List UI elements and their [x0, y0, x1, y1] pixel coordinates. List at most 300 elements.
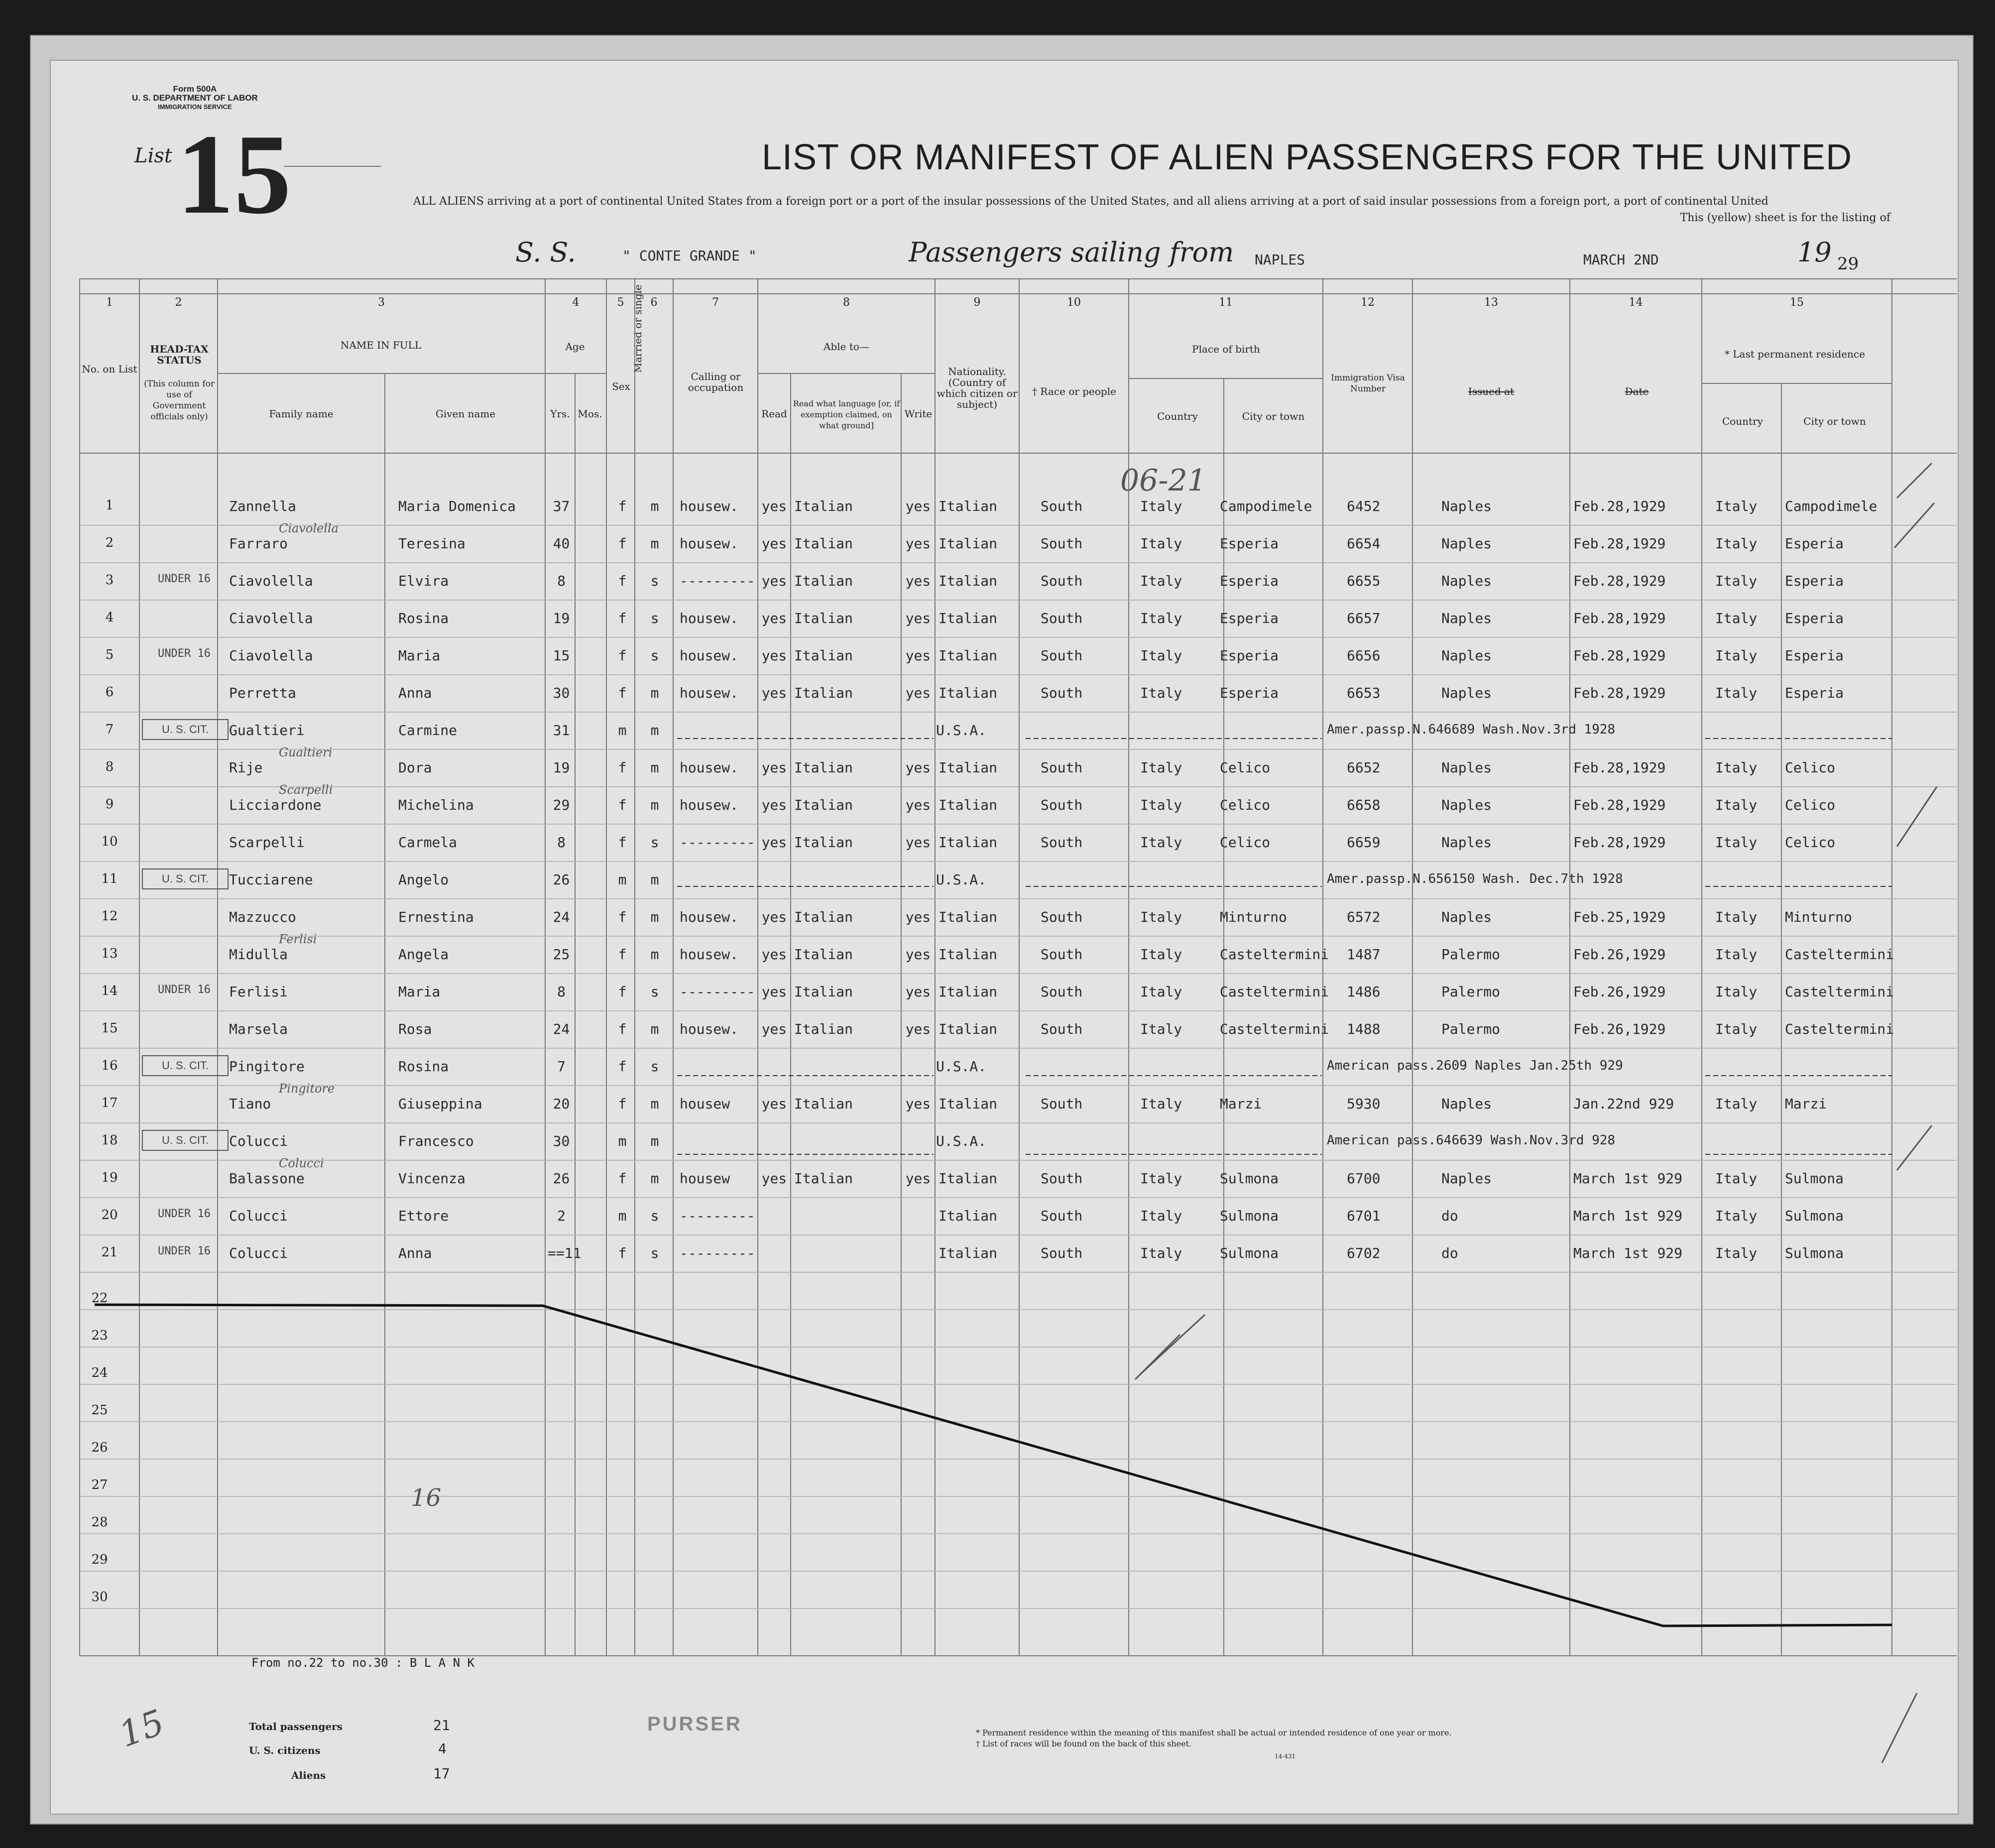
row-10-read: yes: [761, 834, 787, 851]
row-2-rcountry: Italy: [1715, 535, 1758, 552]
row-14-visa: 1486: [1347, 984, 1381, 1000]
row-14-nat: Italian: [939, 984, 998, 1000]
row-12-read: yes: [761, 909, 787, 925]
col-sex: Sex: [612, 380, 630, 392]
row-7-sex: m: [618, 722, 627, 739]
row-14-n: 14: [101, 984, 118, 998]
row-19-family: Balassone: [229, 1170, 305, 1187]
departure-date: MARCH 2ND: [1583, 251, 1659, 268]
col-race: † Race or people: [1032, 385, 1116, 397]
row-1-n: 1: [105, 498, 114, 513]
row-10-date: Feb.28,1929: [1573, 834, 1666, 851]
row-12-sex: f: [618, 909, 627, 925]
row-2-race: South: [1041, 535, 1083, 552]
row-10-n: 10: [101, 834, 118, 849]
row-14-bcity: Casteltermini: [1220, 984, 1329, 1000]
row-21-yrs: ==11: [548, 1245, 582, 1261]
row-2-nat: Italian: [939, 535, 998, 552]
row-18-visa: American pass.646639 Wash.Nov.3rd 928: [1327, 1133, 1616, 1148]
row-12-issued: Naples: [1441, 909, 1492, 925]
row-15-race: South: [1041, 1021, 1083, 1037]
row-13-write: yes: [905, 946, 931, 963]
row-1-issued: Naples: [1441, 498, 1492, 514]
row-14-date: Feb.26,1929: [1573, 984, 1666, 1000]
row-15-sex: f: [618, 1021, 627, 1037]
row-4-bcountry: Italy: [1140, 610, 1182, 626]
row-8-occ: housew.: [680, 759, 739, 776]
subtitle: ALL ALIENS arriving at a port of continental United States from a foreign port or a port of the insular possessions of the United States, and all aliens arriving at a port of said insular possessions from a foreign port, a port of continental United: [413, 195, 1768, 208]
row-3-write: yes: [905, 573, 931, 589]
row-9-lang: Italian: [794, 797, 853, 813]
row-9-rcountry: Italy: [1715, 797, 1758, 813]
row-3-tax: UNDER 16: [158, 573, 211, 585]
row-9-occ: housew.: [680, 797, 739, 813]
row-10-race: South: [1041, 834, 1083, 851]
row-21-occ: ---------: [680, 1245, 755, 1261]
row-10-visa: 6659: [1347, 834, 1381, 851]
row-1-bcountry: Italy: [1140, 498, 1182, 514]
row-3-n: 3: [105, 573, 114, 588]
row-21-race: South: [1041, 1245, 1083, 1261]
row-4-rcountry: Italy: [1715, 610, 1758, 626]
row-10-issued: Naples: [1441, 834, 1492, 851]
row-15-lang: Italian: [794, 1021, 853, 1037]
row-13-read: yes: [761, 946, 787, 963]
row-3-nat: Italian: [939, 573, 998, 589]
row-19-bcountry: Italy: [1140, 1170, 1182, 1187]
row-17-race: South: [1041, 1096, 1083, 1112]
row-21-bcity: Sulmona: [1220, 1245, 1279, 1261]
department: U. S. DEPARTMENT OF LABOR: [132, 93, 258, 103]
colnum-3: 3: [378, 296, 385, 309]
row-18-yrs: 30: [553, 1133, 570, 1149]
row-3-rcountry: Italy: [1715, 573, 1758, 589]
row-5-lang: Italian: [794, 647, 853, 664]
row-1-lang: Italian: [794, 498, 853, 514]
row-13-nat: Italian: [939, 946, 998, 963]
sailing-label: Passengers sailing from: [909, 237, 1234, 268]
row-2-visa: 6654: [1347, 535, 1381, 552]
row-1-yrs: 37: [553, 498, 570, 514]
row-19-write: yes: [905, 1170, 931, 1187]
col-married: Married or single: [632, 284, 644, 373]
row-21-issued: do: [1441, 1245, 1458, 1261]
row-20-family: Colucci: [229, 1208, 288, 1224]
row-15-yrs: 24: [553, 1021, 570, 1037]
row-11-visa: Amer.passp.N.656150 Wash. Dec.7th 1928: [1327, 871, 1623, 886]
row-13-family: Midulla: [229, 946, 288, 963]
row-1-write: yes: [905, 498, 931, 514]
row-21-sex: f: [618, 1245, 627, 1261]
row-6-bcountry: Italy: [1140, 685, 1182, 701]
col-yrs: Yrs.: [550, 408, 570, 420]
row-7-n: 7: [105, 722, 114, 737]
col-nationality: Nationality. (Country of which citizen or subject): [937, 366, 1018, 410]
row-5-given: Maria: [398, 647, 441, 664]
row-5-nat: Italian: [939, 647, 998, 664]
row-17-nat: Italian: [939, 1096, 998, 1112]
row-14-lang: Italian: [794, 984, 853, 1000]
row-14-read: yes: [761, 984, 787, 1000]
birth-code-note: 06-21: [1120, 463, 1206, 498]
row-5-family: Ciavolella: [229, 647, 313, 664]
row-20-yrs: 2: [557, 1208, 566, 1224]
row-9-n: 9: [105, 797, 114, 812]
row-4-family: Ciavolella: [229, 610, 313, 626]
row-3-lang: Italian: [794, 573, 853, 589]
row-10-bcountry: Italy: [1140, 834, 1182, 851]
row-9-issued: Naples: [1441, 797, 1492, 813]
row-12-yrs: 24: [553, 909, 570, 925]
row-3-read: yes: [761, 573, 787, 589]
colnum-6: 6: [650, 296, 658, 309]
row-5-visa: 6656: [1347, 647, 1381, 664]
row-12-family: Mazzucco: [229, 909, 296, 925]
aliens-label: Aliens: [291, 1769, 326, 1781]
colnum-1: 1: [106, 296, 113, 309]
row-16-yrs: 7: [557, 1058, 566, 1075]
row-1-read: yes: [761, 498, 787, 514]
col-issued-at: Issued at: [1468, 385, 1515, 397]
row-10-sex: f: [618, 834, 627, 851]
row-17-bcountry: Italy: [1140, 1096, 1182, 1112]
row-10-rcountry: Italy: [1715, 834, 1758, 851]
row-8-issued: Naples: [1441, 759, 1492, 776]
row-12-date: Feb.25,1929: [1573, 909, 1666, 925]
row-15-read: yes: [761, 1021, 787, 1037]
margin-note: 16: [411, 1484, 442, 1512]
row-19-visa: 6700: [1347, 1170, 1381, 1187]
row-7-ms: m: [650, 722, 659, 739]
col-age: Age: [565, 341, 585, 353]
row-3-issued: Naples: [1441, 573, 1492, 589]
row-8-n: 8: [105, 759, 114, 774]
us-citizens-label: U. S. citizens: [249, 1744, 321, 1756]
row-4-write: yes: [905, 610, 931, 626]
row-17-n: 17: [101, 1096, 118, 1110]
col-res-city: City or town: [1803, 415, 1866, 427]
row-14-tax: UNDER 16: [158, 984, 211, 996]
form-code: 14-431: [1275, 1753, 1296, 1760]
colnum-11: 11: [1219, 296, 1233, 309]
row-16-sex: f: [618, 1058, 627, 1075]
row-3-bcountry: Italy: [1140, 573, 1182, 589]
row-10-yrs: 8: [557, 834, 566, 851]
row-19-occ: housew: [680, 1170, 730, 1187]
row-9-family: Licciardone: [229, 797, 322, 813]
row-4-date: Feb.28,1929: [1573, 610, 1666, 626]
row-18-sex: m: [618, 1133, 627, 1149]
row-15-date: Feb.26,1929: [1573, 1021, 1666, 1037]
row-17-family: Tiano: [229, 1096, 271, 1112]
row-10-family: Scarpelli: [229, 834, 305, 851]
col-calling: Calling or occupation: [688, 370, 744, 393]
aliens-value: 17: [433, 1765, 450, 1782]
row-12-given: Ernestina: [398, 909, 474, 925]
col-name-in-full: NAME IN FULL: [340, 339, 422, 351]
row-5-occ: housew.: [680, 647, 739, 664]
row-4-given: Rosina: [398, 610, 449, 626]
row-2-bcity: Esperia: [1220, 535, 1279, 552]
row-20-sex: m: [618, 1208, 627, 1224]
row-8-given: Dora: [398, 759, 432, 776]
colnum-8: 8: [843, 296, 850, 309]
row-19-issued: Naples: [1441, 1170, 1492, 1187]
row-16-visa: American pass.2609 Naples Jan.25th 929: [1327, 1058, 1623, 1073]
row-9-handwritten-note: Scarpelli: [279, 783, 333, 797]
row-19-n: 19: [101, 1170, 118, 1185]
row-18-tax: U. S. CIT.: [142, 1130, 229, 1151]
row-2-handwritten-note: Ciavolella: [279, 521, 339, 535]
row-19-given: Vincenza: [398, 1170, 466, 1187]
row-8-lang: Italian: [794, 759, 853, 776]
total-passengers-label: Total passengers: [249, 1721, 343, 1732]
col-mos: Mos.: [578, 408, 602, 420]
row-2-write: yes: [905, 535, 931, 552]
row-2-sex: f: [618, 535, 627, 552]
row-17-write: yes: [905, 1096, 931, 1112]
row-8-yrs: 19: [553, 759, 570, 776]
row-15-nat: Italian: [939, 1021, 998, 1037]
year-prefix: 19: [1797, 237, 1832, 268]
row-5-n: 5: [105, 647, 114, 662]
row-21-ms: s: [650, 1245, 659, 1261]
row-21-date: March 1st 929: [1573, 1245, 1683, 1261]
row-16-given: Rosina: [398, 1058, 449, 1075]
row-17-rcountry: Italy: [1715, 1096, 1758, 1112]
row-2-rcity: Esperia: [1785, 535, 1844, 552]
row-20-bcity: Sulmona: [1220, 1208, 1279, 1224]
row-5-rcity: Esperia: [1785, 647, 1844, 664]
row-17-given: Giuseppina: [398, 1096, 482, 1112]
row-9-visa: 6658: [1347, 797, 1381, 813]
row-1-ms: m: [650, 498, 659, 514]
row-9-date: Feb.28,1929: [1573, 797, 1666, 813]
row-20-given: Ettore: [398, 1208, 449, 1224]
row-19-bcity: Sulmona: [1220, 1170, 1279, 1187]
footnote-residence: * Permanent residence within the meaning of this manifest shall be actual or intended residence of one year or more.: [976, 1728, 1452, 1737]
row-21-rcountry: Italy: [1715, 1245, 1758, 1261]
row-8-read: yes: [761, 759, 787, 776]
row-7-yrs: 31: [553, 722, 570, 739]
row-4-rcity: Esperia: [1785, 610, 1844, 626]
page-title: LIST OR MANIFEST OF ALIEN PASSENGERS FOR THE UNITED: [762, 137, 1853, 177]
row-8-bcountry: Italy: [1140, 759, 1182, 776]
row-13-bcountry: Italy: [1140, 946, 1182, 963]
colnum-13: 13: [1484, 296, 1498, 309]
subtitle-2: This (yellow) sheet is for the listing of: [1680, 212, 1890, 224]
row-2-n: 2: [105, 535, 114, 550]
row-13-issued: Palermo: [1441, 946, 1501, 963]
blank-row-number: 30: [91, 1590, 108, 1604]
row-12-bcity: Minturno: [1220, 909, 1287, 925]
row-12-nat: Italian: [939, 909, 998, 925]
row-17-bcity: Marzi: [1220, 1096, 1262, 1112]
ship-name: " CONTE GRANDE ": [622, 247, 757, 264]
row-15-bcountry: Italy: [1140, 1021, 1182, 1037]
colnum-15: 15: [1790, 296, 1804, 309]
row-18-family: Colucci: [229, 1133, 288, 1149]
row-8-race: South: [1041, 759, 1083, 776]
col-res-country: Country: [1722, 415, 1763, 427]
row-17-handwritten-note: Pingitore: [279, 1082, 335, 1096]
row-19-nat: Italian: [939, 1170, 998, 1187]
row-13-rcity: Casteltermini: [1785, 946, 1894, 963]
row-13-lang: Italian: [794, 946, 853, 963]
row-12-rcity: Minturno: [1785, 909, 1852, 925]
row-9-read: yes: [761, 797, 787, 813]
col-place-of-birth: Place of birth: [1192, 343, 1260, 355]
row-5-sex: f: [618, 647, 627, 664]
row-15-visa: 1488: [1347, 1021, 1381, 1037]
row-17-lang: Italian: [794, 1096, 853, 1112]
row-9-race: South: [1041, 797, 1083, 813]
row-14-bcountry: Italy: [1140, 984, 1182, 1000]
row-4-yrs: 19: [553, 610, 570, 626]
blank-row-number: 28: [91, 1515, 108, 1530]
row-8-rcity: Celico: [1785, 759, 1836, 776]
col-read-lang: Read what language [or, if exemption claimed, on what ground]: [793, 399, 900, 430]
row-20-visa: 6701: [1347, 1208, 1381, 1224]
row-1-sex: f: [618, 498, 627, 514]
row-9-ms: m: [650, 797, 659, 813]
row-5-read: yes: [761, 647, 787, 664]
row-14-rcountry: Italy: [1715, 984, 1758, 1000]
row-3-occ: ---------: [680, 573, 755, 589]
row-5-write: yes: [905, 647, 931, 664]
row-14-race: South: [1041, 984, 1083, 1000]
row-6-sex: f: [618, 685, 627, 701]
row-9-bcountry: Italy: [1140, 797, 1182, 813]
row-4-nat: Italian: [939, 610, 998, 626]
row-11-family: Tucciarene: [229, 871, 313, 888]
row-15-ms: m: [650, 1021, 659, 1037]
row-20-issued: do: [1441, 1208, 1458, 1224]
row-6-lang: Italian: [794, 685, 853, 701]
row-12-occ: housew.: [680, 909, 739, 925]
row-14-sex: f: [618, 984, 627, 1000]
row-8-rcountry: Italy: [1715, 759, 1758, 776]
row-4-issued: Naples: [1441, 610, 1492, 626]
row-6-race: South: [1041, 685, 1083, 701]
colnum-9: 9: [973, 296, 981, 309]
row-6-rcountry: Italy: [1715, 685, 1758, 701]
blank-row-number: 22: [91, 1291, 108, 1306]
form-number: Form 500A: [173, 84, 217, 94]
col-head-tax: HEAD-TAX STATUS: [150, 343, 209, 366]
row-6-visa: 6653: [1347, 685, 1381, 701]
row-5-ms: s: [650, 647, 659, 664]
row-12-lang: Italian: [794, 909, 853, 925]
row-17-date: Jan.22nd 929: [1573, 1096, 1674, 1112]
row-9-write: yes: [905, 797, 931, 813]
row-2-occ: housew.: [680, 535, 739, 552]
row-15-rcountry: Italy: [1715, 1021, 1758, 1037]
row-3-visa: 6655: [1347, 573, 1381, 589]
row-5-race: South: [1041, 647, 1083, 664]
row-7-given: Carmine: [398, 722, 458, 739]
row-21-visa: 6702: [1347, 1245, 1381, 1261]
row-2-date: Feb.28,1929: [1573, 535, 1666, 552]
row-20-bcountry: Italy: [1140, 1208, 1182, 1224]
row-13-ms: m: [650, 946, 659, 963]
row-13-yrs: 25: [553, 946, 570, 963]
row-17-issued: Naples: [1441, 1096, 1492, 1112]
row-2-read: yes: [761, 535, 787, 552]
colnum-2: 2: [175, 296, 182, 309]
row-6-family: Perretta: [229, 685, 296, 701]
row-21-n: 21: [101, 1245, 118, 1260]
row-4-race: South: [1041, 610, 1083, 626]
row-3-race: South: [1041, 573, 1083, 589]
row-13-race: South: [1041, 946, 1083, 963]
col-given-name: Given name: [435, 408, 496, 420]
row-16-n: 16: [101, 1058, 118, 1073]
row-10-nat: Italian: [939, 834, 998, 851]
row-10-bcity: Celico: [1220, 834, 1271, 851]
row-1-nat: Italian: [939, 498, 998, 514]
colnum-12: 12: [1361, 296, 1375, 309]
row-4-sex: f: [618, 610, 627, 626]
footnote-races: † List of races will be found on the back of this sheet.: [976, 1739, 1192, 1748]
col-visa: Immigration Visa Number: [1331, 373, 1405, 394]
row-1-date: Feb.28,1929: [1573, 498, 1666, 514]
row-6-ms: m: [650, 685, 659, 701]
row-4-occ: housew.: [680, 610, 739, 626]
row-18-nat: U.S.A.: [936, 1133, 987, 1149]
row-2-family: Farraro: [229, 535, 288, 552]
row-1-occ: housew.: [680, 498, 739, 514]
row-18-n: 18: [101, 1133, 118, 1148]
row-10-rcity: Celico: [1785, 834, 1836, 851]
row-2-given: Teresina: [398, 535, 466, 552]
col-birth-city: City or town: [1242, 410, 1305, 422]
row-13-handwritten-note: Ferlisi: [279, 932, 317, 946]
row-4-lang: Italian: [794, 610, 853, 626]
row-6-rcity: Esperia: [1785, 685, 1844, 701]
row-15-write: yes: [905, 1021, 931, 1037]
blank-row-number: 23: [91, 1328, 108, 1343]
purser-stamp: PURSER: [647, 1713, 742, 1735]
row-8-family: Rije: [229, 759, 263, 776]
row-6-issued: Naples: [1441, 685, 1492, 701]
row-15-bcity: Casteltermini: [1220, 1021, 1329, 1037]
row-15-family: Marsela: [229, 1021, 288, 1037]
row-19-ms: m: [650, 1170, 659, 1187]
row-20-nat: Italian: [939, 1208, 998, 1224]
row-3-bcity: Esperia: [1220, 573, 1279, 589]
row-19-sex: f: [618, 1170, 627, 1187]
row-16-ms: s: [650, 1058, 659, 1075]
row-7-visa: Amer.passp.N.646689 Wash.Nov.3rd 1928: [1327, 722, 1616, 737]
row-21-rcity: Sulmona: [1785, 1245, 1844, 1261]
col-birth-country: Country: [1157, 410, 1198, 422]
row-17-ms: m: [650, 1096, 659, 1112]
row-5-date: Feb.28,1929: [1573, 647, 1666, 664]
row-9-nat: Italian: [939, 797, 998, 813]
col-issue-date: Date: [1625, 385, 1649, 397]
row-4-visa: 6657: [1347, 610, 1381, 626]
row-19-yrs: 26: [553, 1170, 570, 1187]
row-6-n: 6: [105, 685, 114, 700]
row-6-yrs: 30: [553, 685, 570, 701]
blank-row-number: 24: [91, 1365, 108, 1380]
row-3-ms: s: [650, 573, 659, 589]
row-13-occ: housew.: [680, 946, 739, 963]
departure-port: NAPLES: [1255, 251, 1305, 268]
row-13-bcity: Casteltermini: [1220, 946, 1329, 963]
row-6-nat: Italian: [939, 685, 998, 701]
